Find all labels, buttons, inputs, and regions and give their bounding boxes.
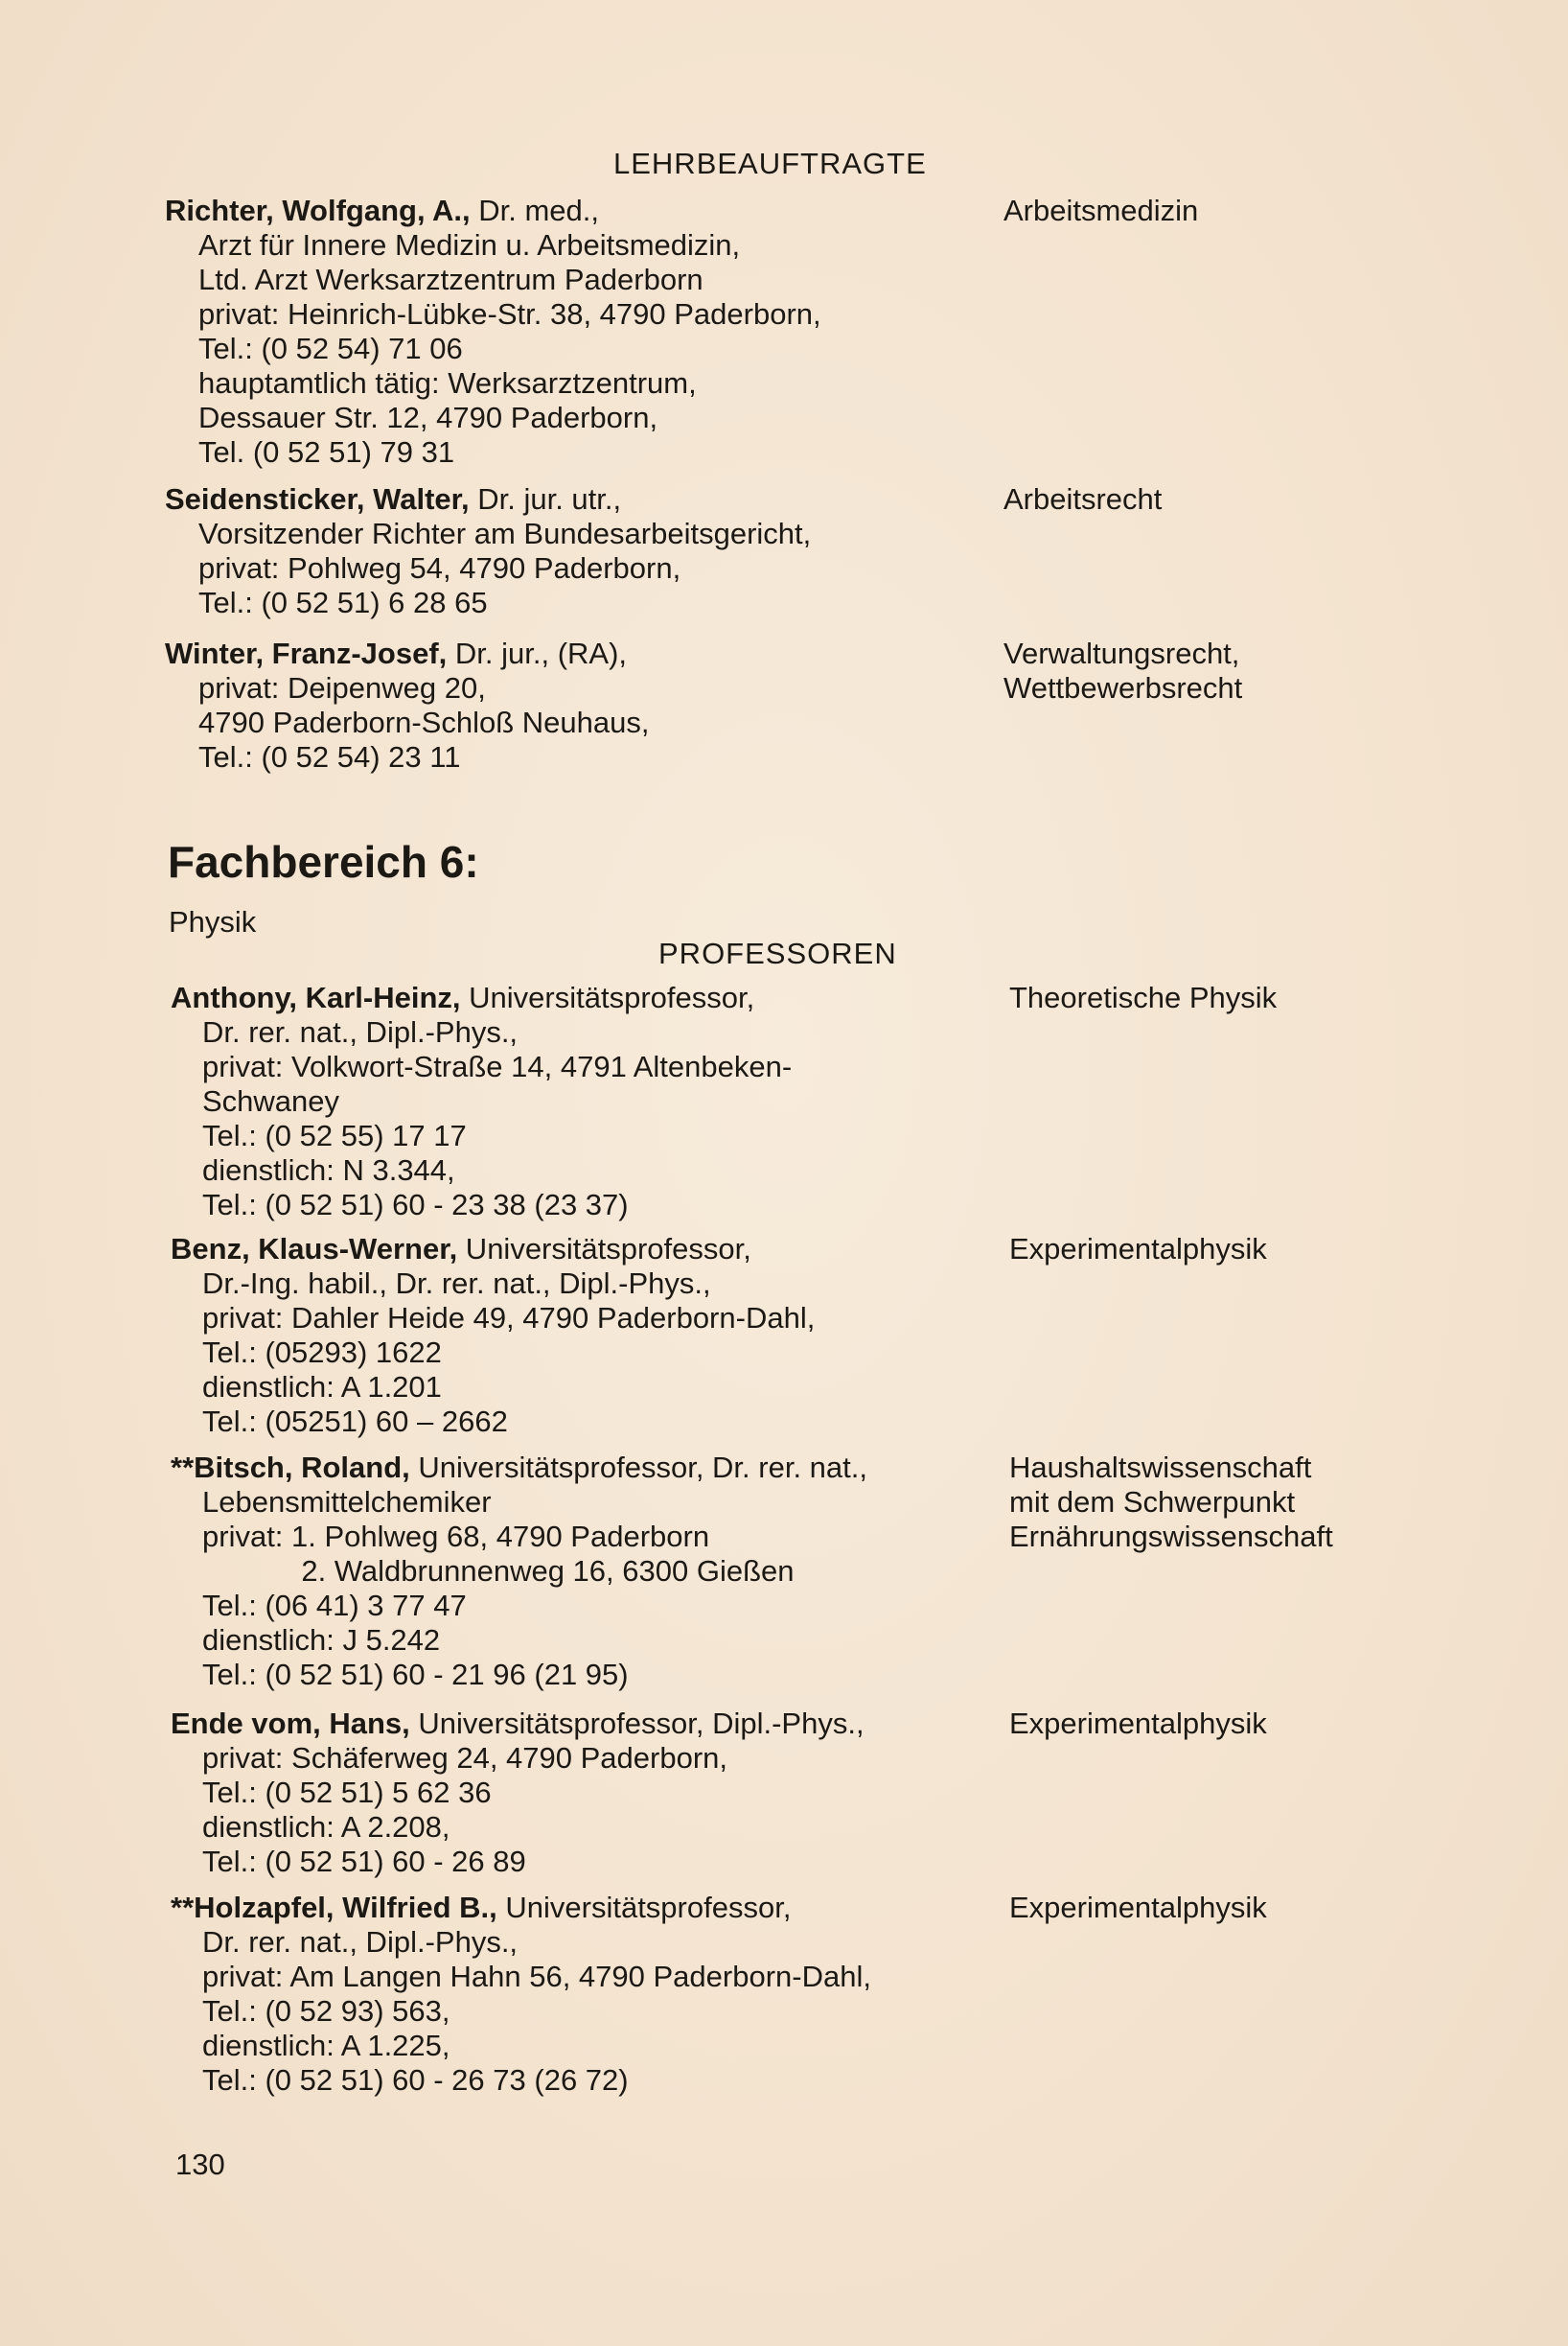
entry-detail-line: dienstlich: A 1.225, bbox=[202, 2029, 450, 2062]
entry-detail-line: privat: Heinrich-Lübke-Str. 38, 4790 Paderborn, bbox=[198, 297, 821, 331]
entry-name: **Holzapfel, Wilfried B., bbox=[171, 1891, 497, 1924]
entry-detail-line: Dr.-Ing. habil., Dr. rer. nat., Dipl.-Phys., bbox=[202, 1266, 711, 1300]
entry-name-line bbox=[171, 1707, 865, 1741]
entry-detail-line: privat: Volkwort-Straße 14, 4791 Altenbeken- bbox=[202, 1050, 793, 1083]
entry-name: Ende vom, Hans, bbox=[171, 1707, 410, 1740]
entry-subject: Experimentalphysik bbox=[1009, 1891, 1267, 1924]
entry-detail-line: dienstlich: J 5.242 bbox=[202, 1623, 441, 1657]
entry-detail-line: dienstlich: N 3.344, bbox=[202, 1153, 455, 1187]
entry-subject: Experimentalphysik bbox=[1009, 1707, 1267, 1740]
entry-detail-line: Tel.: (0 52 54) 23 11 bbox=[198, 740, 461, 774]
entry-detail-line: Ltd. Arzt Werksarztzentrum Paderborn bbox=[198, 263, 703, 296]
entry-detail-line: Vorsitzender Richter am Bundesarbeitsgericht, bbox=[198, 517, 812, 550]
entry-detail-line: Arzt für Innere Medizin u. Arbeitsmedizin, bbox=[198, 228, 741, 262]
entry-detail-line: Tel.: (06 41) 3 77 47 bbox=[202, 1589, 467, 1622]
entry-detail-line: Tel.: (05251) 60 – 2662 bbox=[202, 1405, 508, 1438]
entry-detail-line: Tel.: (0 52 51) 60 - 26 89 bbox=[202, 1845, 526, 1878]
entry-detail-line: dienstlich: A 2.208, bbox=[202, 1810, 450, 1844]
entry-detail-line: Tel.: (0 52 93) 563, bbox=[202, 1994, 450, 2028]
entry-detail-line: Dessauer Str. 12, 4790 Paderborn, bbox=[198, 401, 658, 434]
entry-detail-line: privat: Pohlweg 54, 4790 Paderborn, bbox=[198, 551, 681, 585]
entry-detail-line: Tel.: (0 52 55) 17 17 bbox=[202, 1119, 467, 1152]
entry-detail-line: privat: 1. Pohlweg 68, 4790 Paderborn bbox=[202, 1520, 710, 1553]
entry-subject: Arbeitsrecht bbox=[1003, 482, 1163, 516]
entry-detail-line: Tel.: (05293) 1622 bbox=[202, 1336, 442, 1369]
entry-detail-line: Tel. (0 52 51) 79 31 bbox=[198, 435, 455, 469]
entry-detail-line: 4790 Paderborn-Schloß Neuhaus, bbox=[198, 706, 650, 739]
entry-detail-line: privat: Schäferweg 24, 4790 Paderborn, bbox=[202, 1741, 728, 1775]
entry-name: Seidensticker, Walter, bbox=[165, 482, 470, 516]
entry-title: Universitätsprofessor, bbox=[457, 1232, 751, 1266]
entry-detail-line: Tel.: (0 52 51) 60 - 23 38 (23 37) bbox=[202, 1188, 629, 1221]
entry-title: Dr. med., bbox=[470, 194, 600, 227]
entry-detail-line: Lebensmittelchemiker bbox=[202, 1485, 492, 1519]
entry-subject: mit dem Schwerpunkt bbox=[1009, 1485, 1296, 1519]
page-number: 130 bbox=[175, 2148, 225, 2181]
entry-name-line bbox=[171, 1891, 791, 1925]
entry-title: Universitätsprofessor, Dipl.-Phys., bbox=[409, 1707, 865, 1740]
entry-subject: Haushaltswissenschaft bbox=[1009, 1451, 1312, 1484]
entry-subject: Ernährungswissenschaft bbox=[1009, 1520, 1333, 1553]
entry-name-line bbox=[171, 1232, 751, 1266]
entry-detail-line: hauptamtlich tätig: Werksarztzentrum, bbox=[198, 366, 697, 400]
entry-detail-line: Tel.: (0 52 51) 60 - 21 96 (21 95) bbox=[202, 1658, 629, 1691]
entry-name: Benz, Klaus-Werner, bbox=[171, 1232, 458, 1266]
entry-detail-line: Dr. rer. nat., Dipl.-Phys., bbox=[202, 1015, 519, 1049]
entry-detail-line: privat: Deipenweg 20, bbox=[198, 671, 486, 705]
entry-subject: Verwaltungsrecht, bbox=[1003, 637, 1240, 670]
entry-subject: Experimentalphysik bbox=[1009, 1232, 1267, 1266]
entry-detail-line: Tel.: (0 52 51) 6 28 65 bbox=[198, 586, 488, 619]
section-heading-professoren: PROFESSOREN bbox=[658, 937, 897, 970]
entry-detail-line: Tel.: (0 52 51) 60 - 26 73 (26 72) bbox=[202, 2063, 629, 2097]
entry-name-line bbox=[171, 981, 754, 1015]
fachbereich-title: Fachbereich 6: bbox=[168, 837, 479, 887]
entry-detail-line: privat: Dahler Heide 49, 4790 Paderborn-Dahl, bbox=[202, 1301, 816, 1335]
entry-name-line bbox=[165, 194, 599, 228]
entry-title: Universitätsprofessor, Dr. rer. nat., bbox=[409, 1451, 867, 1484]
entry-detail-line: dienstlich: A 1.201 bbox=[202, 1370, 442, 1404]
entry-name: Winter, Franz-Josef, bbox=[165, 637, 448, 670]
entry-title: Universitätsprofessor, bbox=[496, 1891, 792, 1924]
entry-detail-line: privat: Am Langen Hahn 56, 4790 Paderborn-Dahl, bbox=[202, 1960, 871, 1993]
section-heading-lehrbeauftragte: LEHRBEAUFTRAGTE bbox=[613, 147, 927, 180]
entry-title: Universitätsprofessor, bbox=[460, 981, 755, 1014]
entry-subject: Theoretische Physik bbox=[1009, 981, 1278, 1014]
entry-title: Dr. jur. utr., bbox=[469, 482, 622, 516]
entry-detail-line: Schwaney bbox=[202, 1084, 340, 1118]
entry-name: **Bitsch, Roland, bbox=[171, 1451, 410, 1484]
entry-subject: Arbeitsmedizin bbox=[1003, 194, 1199, 227]
fachbereich-subtitle: Physik bbox=[169, 905, 257, 939]
entry-title: Dr. jur., (RA), bbox=[447, 637, 628, 670]
entry-name-line bbox=[165, 482, 621, 517]
entry-subject: Wettbewerbsrecht bbox=[1003, 671, 1243, 705]
entry-name: Anthony, Karl-Heinz, bbox=[171, 981, 461, 1014]
entry-name: Richter, Wolfgang, A., bbox=[165, 194, 471, 227]
entry-name-line bbox=[171, 1451, 867, 1485]
entry-detail-line: Tel.: (0 52 51) 5 62 36 bbox=[202, 1776, 492, 1809]
entry-detail-line: 2. Waldbrunnenweg 16, 6300 Gießen bbox=[202, 1554, 795, 1588]
entry-detail-line: Tel.: (0 52 54) 71 06 bbox=[198, 332, 463, 365]
entry-detail-line: Dr. rer. nat., Dipl.-Phys., bbox=[202, 1925, 519, 1959]
entry-name-line bbox=[165, 637, 627, 671]
